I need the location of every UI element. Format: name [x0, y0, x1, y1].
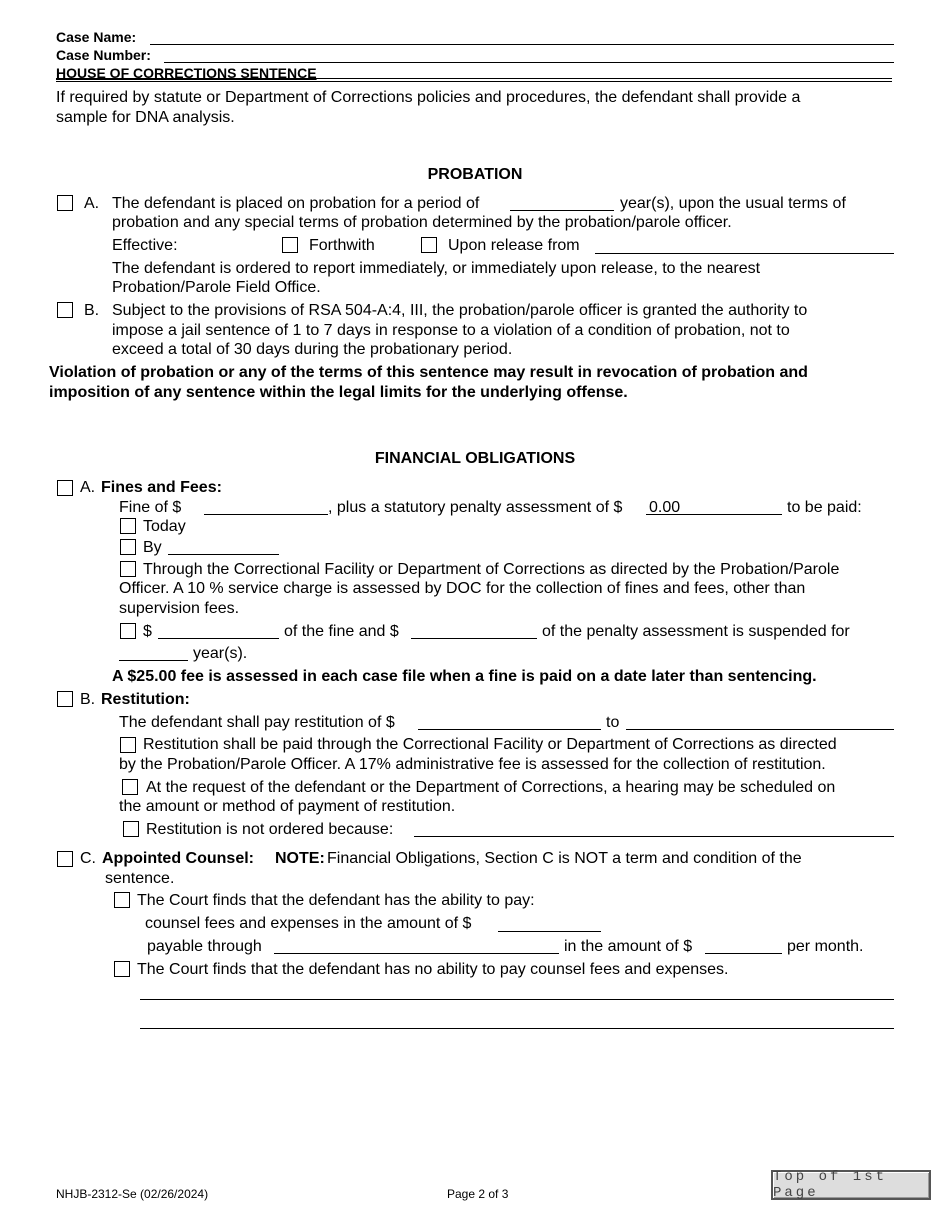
probation-a-checkbox[interactable] — [57, 195, 73, 211]
ability-to-pay-checkbox[interactable] — [114, 892, 130, 908]
forthwith-label: Forthwith — [309, 237, 375, 254]
probation-a-text: The defendant is placed on probation for a period of — [112, 195, 480, 212]
restitution-through-text: by the Probation/Parole Officer. A 17% administrative fee is assessed for the collection of restitution. — [119, 756, 826, 773]
restitution-not-ordered-label: Restitution is not ordered because: — [146, 821, 394, 838]
upon-release-checkbox[interactable] — [421, 237, 437, 253]
fee-notice: A $25.00 fee is assessed in each case file when a fine is paid on a date later than sentencing. — [112, 668, 817, 685]
pay-today-checkbox[interactable] — [120, 518, 136, 534]
restitution-through-text: Restitution shall be paid through the Correctional Facility or Department of Corrections as directed — [143, 736, 837, 753]
pay-through-text: supervision fees. — [119, 600, 240, 617]
restitution-reason-field[interactable] — [414, 836, 894, 837]
sentence-title: HOUSE OF CORRECTIONS SENTENCE — [56, 65, 317, 81]
report-text: Probation/Parole Field Office. — [112, 279, 321, 296]
probation-a-text: probation and any special terms of probation determined by the probation/parole officer. — [112, 214, 732, 231]
notes-line[interactable] — [140, 1028, 894, 1029]
suspended-years-field[interactable] — [119, 660, 188, 661]
report-text: The defendant is ordered to report immediately, or immediately upon release, to the nearest — [112, 260, 761, 277]
probation-b-text: Subject to the provisions of RSA 504-A:4, III, the probation/parole officer is granted the authority to — [112, 302, 808, 319]
probation-b-letter: B. — [84, 302, 100, 319]
penalty-value: 0.00 — [649, 499, 681, 516]
fine-of-label: Fine of $ — [119, 499, 182, 516]
counsel-note-text: sentence. — [105, 870, 175, 887]
restitution-payee-field[interactable] — [626, 729, 894, 730]
restitution-amount-field[interactable] — [418, 729, 601, 730]
restitution-checkbox[interactable] — [57, 691, 73, 707]
suspended-penalty-field[interactable] — [411, 638, 537, 639]
fine-amount-field[interactable] — [204, 514, 328, 515]
restitution-title: Restitution: — [101, 691, 190, 708]
forthwith-checkbox[interactable] — [282, 237, 298, 253]
probation-b-text: impose a jail sentence of 1 to 7 days in response to a violation of a condition of probation, not to — [112, 322, 790, 339]
dollar-sign: $ — [143, 623, 152, 640]
upon-release-label: Upon release from — [448, 237, 580, 254]
suspended-fine-field[interactable] — [158, 638, 279, 639]
effective-label: Effective: — [112, 237, 178, 254]
appointed-counsel-checkbox[interactable] — [57, 851, 73, 867]
of-fine-label: of the fine and $ — [284, 623, 399, 640]
case-name-label: Case Name: — [56, 29, 137, 45]
restitution-not-ordered-checkbox[interactable] — [123, 821, 139, 837]
no-ability-checkbox[interactable] — [114, 961, 130, 977]
counsel-fees-field[interactable] — [498, 931, 601, 932]
fines-letter: A. — [80, 479, 96, 496]
financial-heading: FINANCIAL OBLIGATIONS — [374, 450, 576, 467]
notes-line[interactable] — [140, 999, 894, 1000]
counsel-note-label: NOTE: — [275, 850, 325, 867]
restitution-letter: B. — [80, 691, 96, 708]
probation-period-field[interactable] — [510, 210, 614, 211]
counsel-letter: C. — [80, 850, 96, 867]
no-ability-text: The Court finds that the defendant has no ability to pay counsel fees and expenses. — [137, 961, 729, 978]
restitution-hearing-text: the amount or method of payment of restitution. — [119, 798, 456, 815]
years-label: year(s). — [193, 645, 248, 662]
violation-warning: Violation of probation or any of the terms of this sentence may result in revocation of probation and — [49, 364, 808, 381]
case-name-field[interactable] — [150, 44, 894, 45]
restitution-of-label: The defendant shall pay restitution of $ — [119, 714, 395, 731]
header-divider — [56, 81, 892, 82]
case-number-label: Case Number: — [56, 47, 151, 63]
penalty-label: , plus a statutory penalty assessment of $ — [328, 499, 623, 516]
per-month-label: per month. — [787, 938, 864, 955]
monthly-amount-field[interactable] — [705, 953, 782, 954]
to-be-paid-label: to be paid: — [787, 499, 862, 516]
pay-today-label: Today — [143, 518, 186, 535]
suspended-label: of the penalty assessment is suspended for — [542, 623, 850, 640]
probation-heading: PROBATION — [427, 166, 523, 183]
top-of-first-page-button[interactable]: Top of 1st Page — [771, 1170, 931, 1200]
dna-text: sample for DNA analysis. — [56, 109, 235, 126]
restitution-hearing-text: At the request of the defendant or the Department of Corrections, a hearing may be scheduled on — [146, 779, 836, 796]
pay-by-date-field[interactable] — [168, 554, 279, 555]
fines-fees-checkbox[interactable] — [57, 480, 73, 496]
upon-release-field[interactable] — [595, 253, 894, 254]
dna-text: If required by statute or Department of Corrections policies and procedures, the defendant shall provide a — [56, 89, 801, 106]
pay-through-text: Officer. A 10 % service charge is assessed by DOC for the collection of fines and fees, other than — [119, 580, 806, 597]
payable-through-field[interactable] — [274, 953, 559, 954]
ability-to-pay-text: The Court finds that the defendant has the ability to pay: — [137, 892, 535, 909]
restitution-hearing-checkbox[interactable] — [122, 779, 138, 795]
in-amount-label: in the amount of $ — [564, 938, 693, 955]
probation-a-text: year(s), upon the usual terms of — [620, 195, 846, 212]
probation-b-text: exceed a total of 30 days during the probationary period. — [112, 341, 513, 358]
header-divider — [56, 78, 892, 79]
pay-by-label: By — [143, 539, 162, 556]
pay-by-checkbox[interactable] — [120, 539, 136, 555]
probation-b-checkbox[interactable] — [57, 302, 73, 318]
payable-through-label: payable through — [147, 938, 262, 955]
suspended-checkbox[interactable] — [120, 623, 136, 639]
form-id: NHJB-2312-Se (02/26/2024) — [56, 1187, 209, 1201]
restitution-to-label: to — [606, 714, 620, 731]
counsel-note-text: Financial Obligations, Section C is NOT a term and condition of the — [327, 850, 802, 867]
pay-through-doc-checkbox[interactable] — [120, 561, 136, 577]
page-number: Page 2 of 3 — [447, 1187, 509, 1201]
restitution-through-checkbox[interactable] — [120, 737, 136, 753]
probation-a-letter: A. — [84, 195, 100, 212]
fines-title: Fines and Fees: — [101, 479, 222, 496]
case-number-field[interactable] — [164, 62, 894, 63]
counsel-fees-label: counsel fees and expenses in the amount of $ — [145, 915, 472, 932]
violation-warning: imposition of any sentence within the legal limits for the underlying offense. — [49, 384, 628, 401]
counsel-title: Appointed Counsel: — [102, 850, 254, 867]
pay-through-text: Through the Correctional Facility or Department of Corrections as directed by the Probation/Parole — [143, 561, 840, 578]
